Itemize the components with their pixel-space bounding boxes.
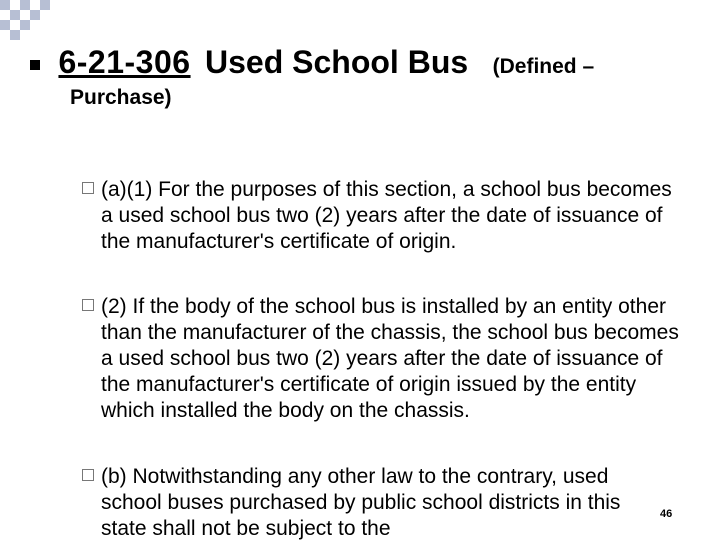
slide-title [30, 44, 710, 81]
title-text: Used School Bus [205, 44, 469, 80]
hollow-square-bullet-icon [82, 299, 94, 311]
list-item-text: (b) Notwithstanding any other law to the contrary, used school buses purchased by public school districts in this state shall not be subject to the [101, 465, 621, 540]
corner-grid-decoration [0, 0, 50, 50]
hollow-square-bullet-icon [82, 182, 94, 194]
square-bullet-icon [30, 60, 40, 70]
title-parenthetical: (Defined – [492, 55, 595, 78]
list-item-text: (2) If the body of the school bus is installed by an entity other than the manufacturer of the chassis, the school bus becomes a used school bus two (2) years after the date of issuance of the manufacturer's certificate of origin issued by the entity which installed the body on the chassis. [101, 295, 679, 422]
statute-code: 6-21-306 [58, 44, 191, 80]
list-item [82, 464, 622, 542]
title-continuation: Purchase) [70, 86, 172, 109]
hollow-square-bullet-icon [82, 469, 94, 481]
page-number: 46 [660, 508, 673, 520]
list-item-text: (a)(1) For the purposes of this section, a school bus becomes a used school bus two (2) years after the date of issuance of the manufacturer's certificate of origin. [101, 178, 672, 253]
list-item [82, 294, 682, 424]
list-item [82, 177, 682, 255]
